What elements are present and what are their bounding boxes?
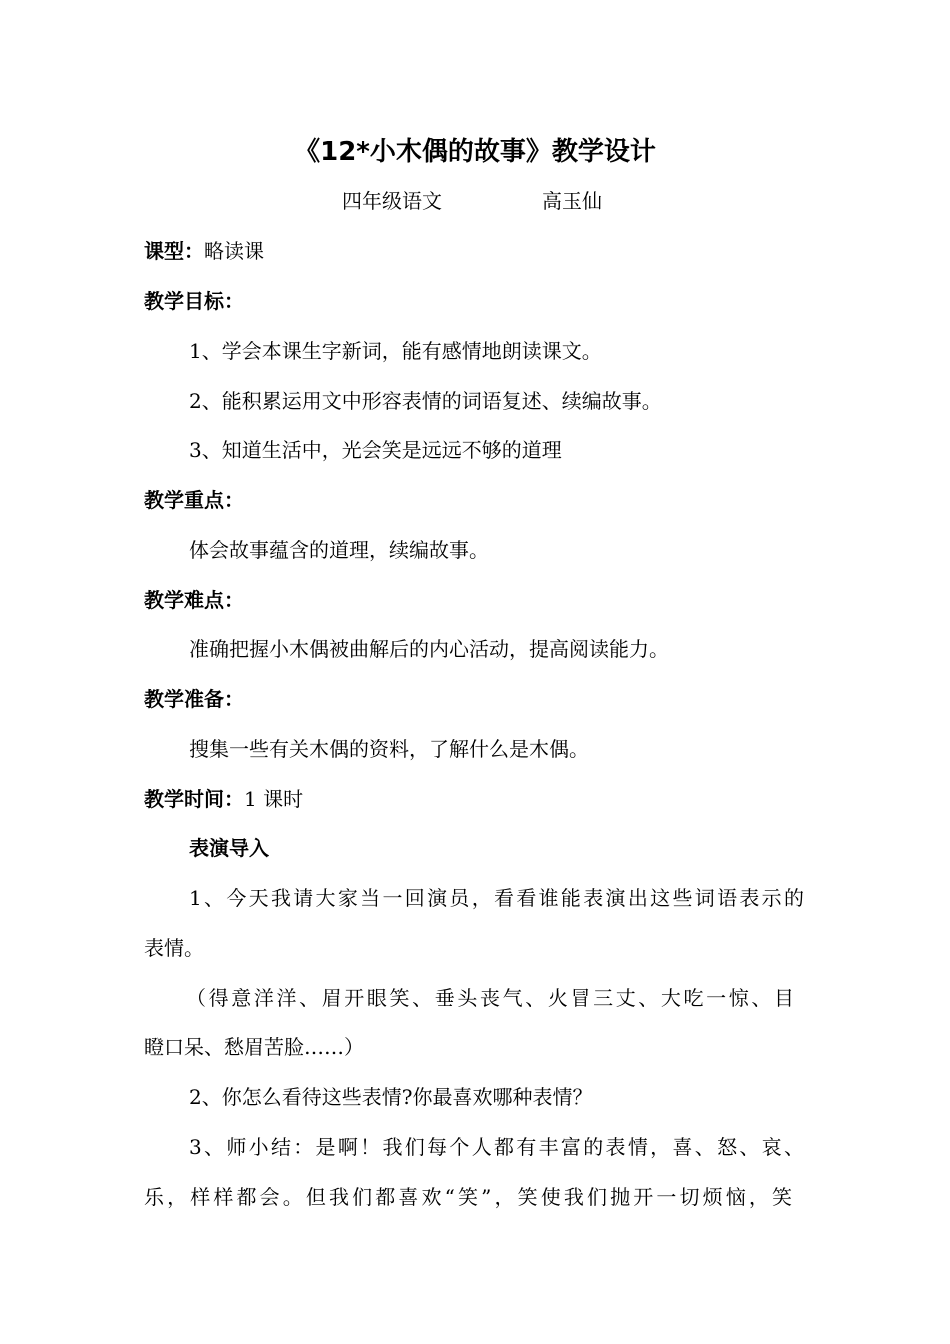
time-value: 1 课时: [244, 787, 304, 811]
key-points-label: 教学重点：: [144, 488, 244, 512]
objective-item: 2、能积累运用文中形容表情的词语复述、续编故事。: [189, 389, 662, 413]
objective-item: 3、知道生活中，光会笑是远远不够的道理: [189, 438, 562, 462]
objectives-heading: [144, 286, 244, 316]
difficulties-heading: [144, 585, 244, 615]
objective-item: 1、学会本课生字新词，能有感情地朗读课文。: [189, 339, 602, 363]
document-title: 《12*小木偶的故事》教学设计: [294, 137, 656, 167]
difficulties-text: 准确把握小木偶被曲解后的内心活动，提高阅读能力。: [189, 637, 669, 661]
paragraph-line: 3、师小结：是啊！我们每个人都有丰富的表情，喜、怒、哀、: [189, 1135, 804, 1159]
paragraph-line: 瞪口呆、愁眉苦脸……）: [144, 1035, 364, 1059]
lesson-type-line: [144, 236, 264, 266]
time-line: [144, 784, 303, 814]
paragraph-line: （得意洋洋、眉开眼笑、垂头丧气、火冒三丈、大吃一惊、目: [186, 986, 794, 1010]
time-label: 教学时间：: [144, 787, 244, 811]
key-points-heading: [144, 485, 244, 515]
section-heading: 表演导入: [189, 836, 269, 860]
paragraph-line: 1、今天我请大家当一回演员，看看谁能表演出这些词语表示的: [189, 886, 804, 910]
author-name: 高玉仙: [542, 189, 602, 213]
preparation-text: 搜集一些有关木偶的资料，了解什么是木偶。: [189, 737, 589, 761]
paragraph-line: 表情。: [144, 936, 204, 960]
paragraph-line: 乐，样样都会。但我们都喜欢“笑”，笑使我们抛开一切烦恼，笑: [144, 1185, 792, 1209]
lesson-type-value: 略读课: [204, 239, 264, 263]
grade-subject: 四年级语文: [342, 189, 442, 213]
objectives-label: 教学目标：: [144, 289, 244, 313]
preparation-label: 教学准备：: [144, 687, 244, 711]
preparation-heading: [144, 684, 244, 714]
lesson-type-label: 课型：: [144, 239, 204, 263]
paragraph-line: 2、你怎么看待这些表情?你最喜欢哪种表情？: [189, 1085, 593, 1109]
key-points-text: 体会故事蕴含的道理，续编故事。: [189, 538, 489, 562]
difficulties-label: 教学难点：: [144, 588, 244, 612]
